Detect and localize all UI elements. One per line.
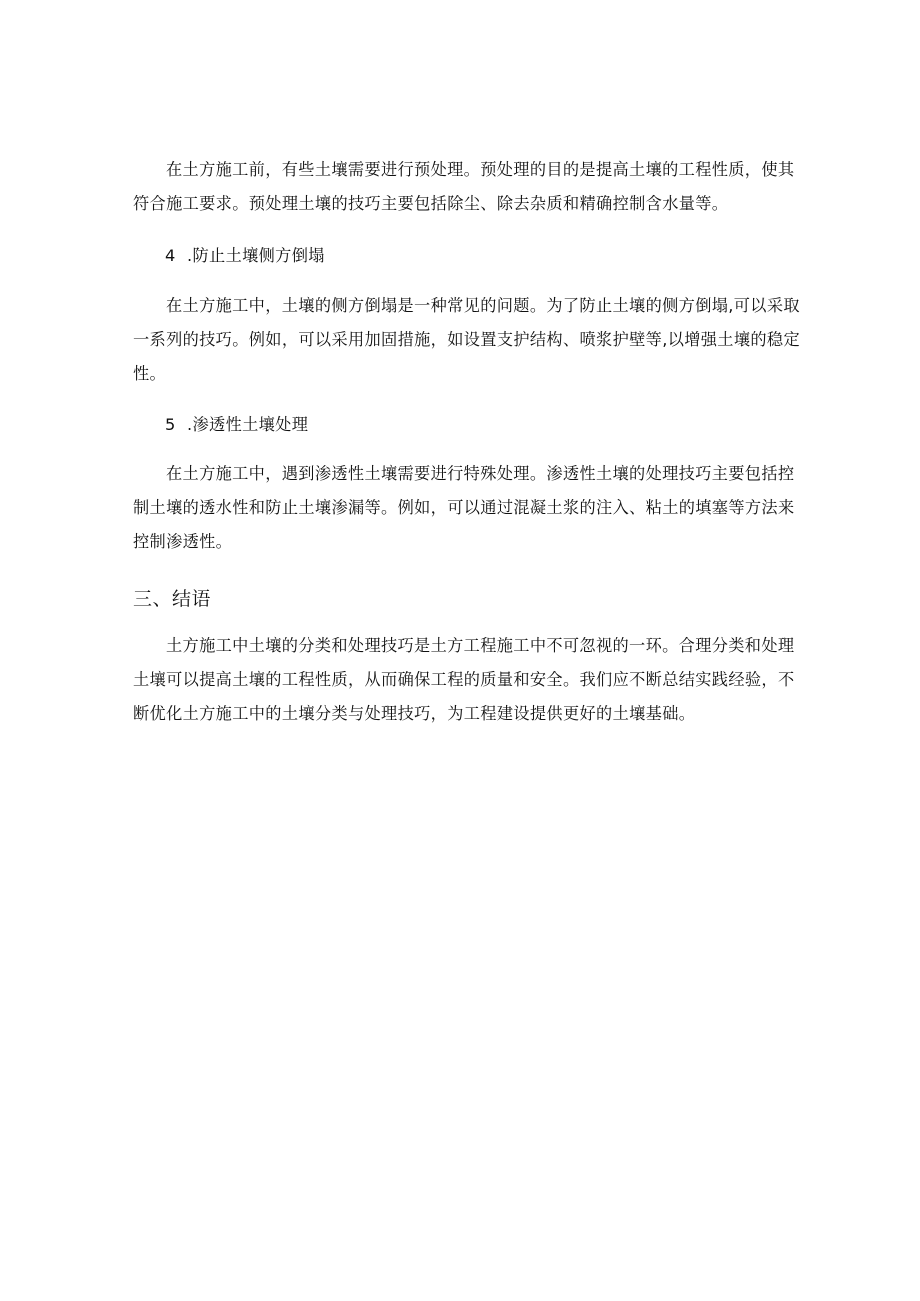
- paragraph-permeable-soil: 在土方施工中，遇到渗透性土壤需要进行特殊处理。渗透性土壤的处理技巧主要包括控制土壤的透水性和防止土壤渗漏等。例如，可以通过混凝土浆的注入、粘土的填塞等方法来控制渗透性。: [133, 464, 795, 551]
- subheading-number: 5: [165, 415, 176, 434]
- section-title-conclusion: 三、结语: [133, 588, 212, 610]
- subheading-text: .防止土壤侧方倒塌: [187, 246, 325, 265]
- subheading-text: .渗透性土壤处理: [187, 415, 309, 434]
- subheading-prevent-collapse: [165, 244, 325, 268]
- subheading-permeable-soil: [165, 413, 308, 437]
- paragraph-conclusion: 土方施工中土壤的分类和处理技巧是土方工程施工中不可忽视的一环。合理分类和处理土壤可以提高土壤的工程性质，从而确保工程的质量和安全。我们应不断总结实践经验，不断优化土方施工中的土壤分类与处理技巧，为工程建设提供更好的土壤基础。: [133, 636, 795, 723]
- paragraph-pretreatment: 在土方施工前，有些土壤需要进行预处理。预处理的目的是提高土壤的工程性质，使其符合施工要求。预处理土壤的技巧主要包括除尘、除去杂质和精确控制含水量等。: [133, 160, 795, 213]
- subheading-number: 4: [165, 246, 176, 265]
- paragraph-prevent-collapse: 在土方施工中，土壤的侧方倒塌是一种常见的问题。为了防止土壤的侧方倒塌,可以采取一系列的技巧。例如，可以采用加固措施，如设置支护结构、喷浆护壁等,以增强土壤的稳定性。: [133, 296, 800, 383]
